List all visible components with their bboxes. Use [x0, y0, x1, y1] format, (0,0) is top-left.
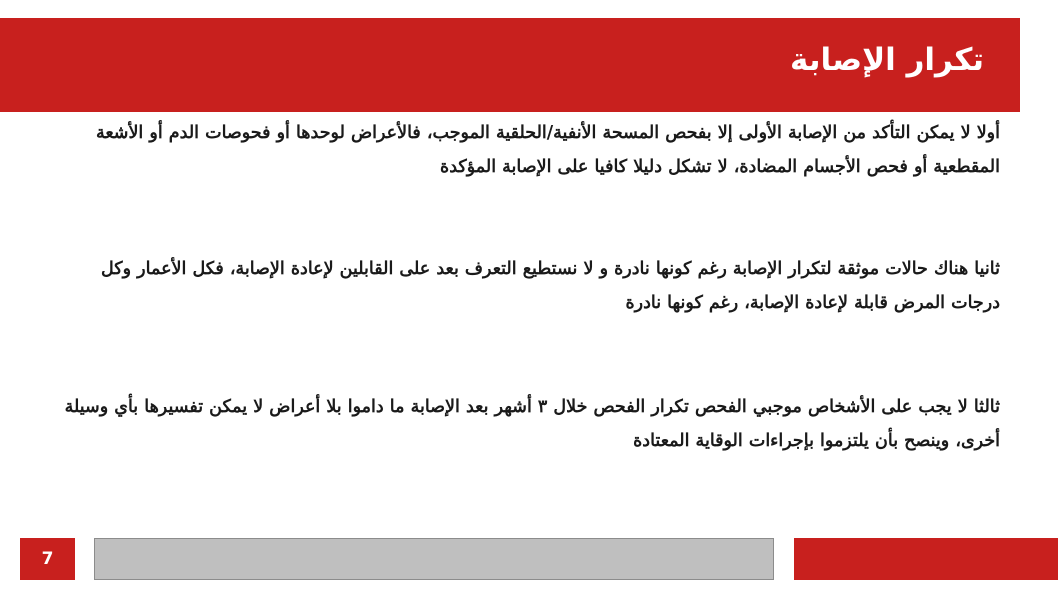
footer-bar-red [794, 538, 1058, 580]
slide-title: تكرار الإصابة [790, 42, 984, 78]
paragraph-first: أولا لا يمكن التأكد من الإصابة الأولى إلا بفحص المسحة الأنفية/الحلقية الموجب، فالأعراض لوحدها أو فحوصات الدم أو الأشعة المقطعية أو فحص الأجسام المضادة، لا تشكل دليلا كافيا على الإصابة المؤكدة [95, 123, 1000, 177]
page-number: 7 [41, 549, 54, 569]
footer-bar-gray [94, 538, 774, 580]
paragraph-second: ثانيا هناك حالات موثقة لتكرار الإصابة رغم كونها نادرة و لا نستطيع التعرف بعد على القابلين لإعادة الإصابة، فكل الأعمار وكل درجات المرض قابلة لإعادة الإصابة، رغم كونها نادرة [101, 259, 1000, 313]
page-number-badge [20, 538, 75, 580]
paragraph-third: ثالثا لا يجب على الأشخاص موجبي الفحص تكرار الفحص خلال ٣ أشهر بعد الإصابة ما داموا بلا أعراض لا يمكن تفسيرها بأي وسيلة أخرى، وينصح بأن يلتزموا بإجراءات الوقاية المعتادة [64, 397, 1000, 451]
title-bar [0, 18, 1020, 112]
